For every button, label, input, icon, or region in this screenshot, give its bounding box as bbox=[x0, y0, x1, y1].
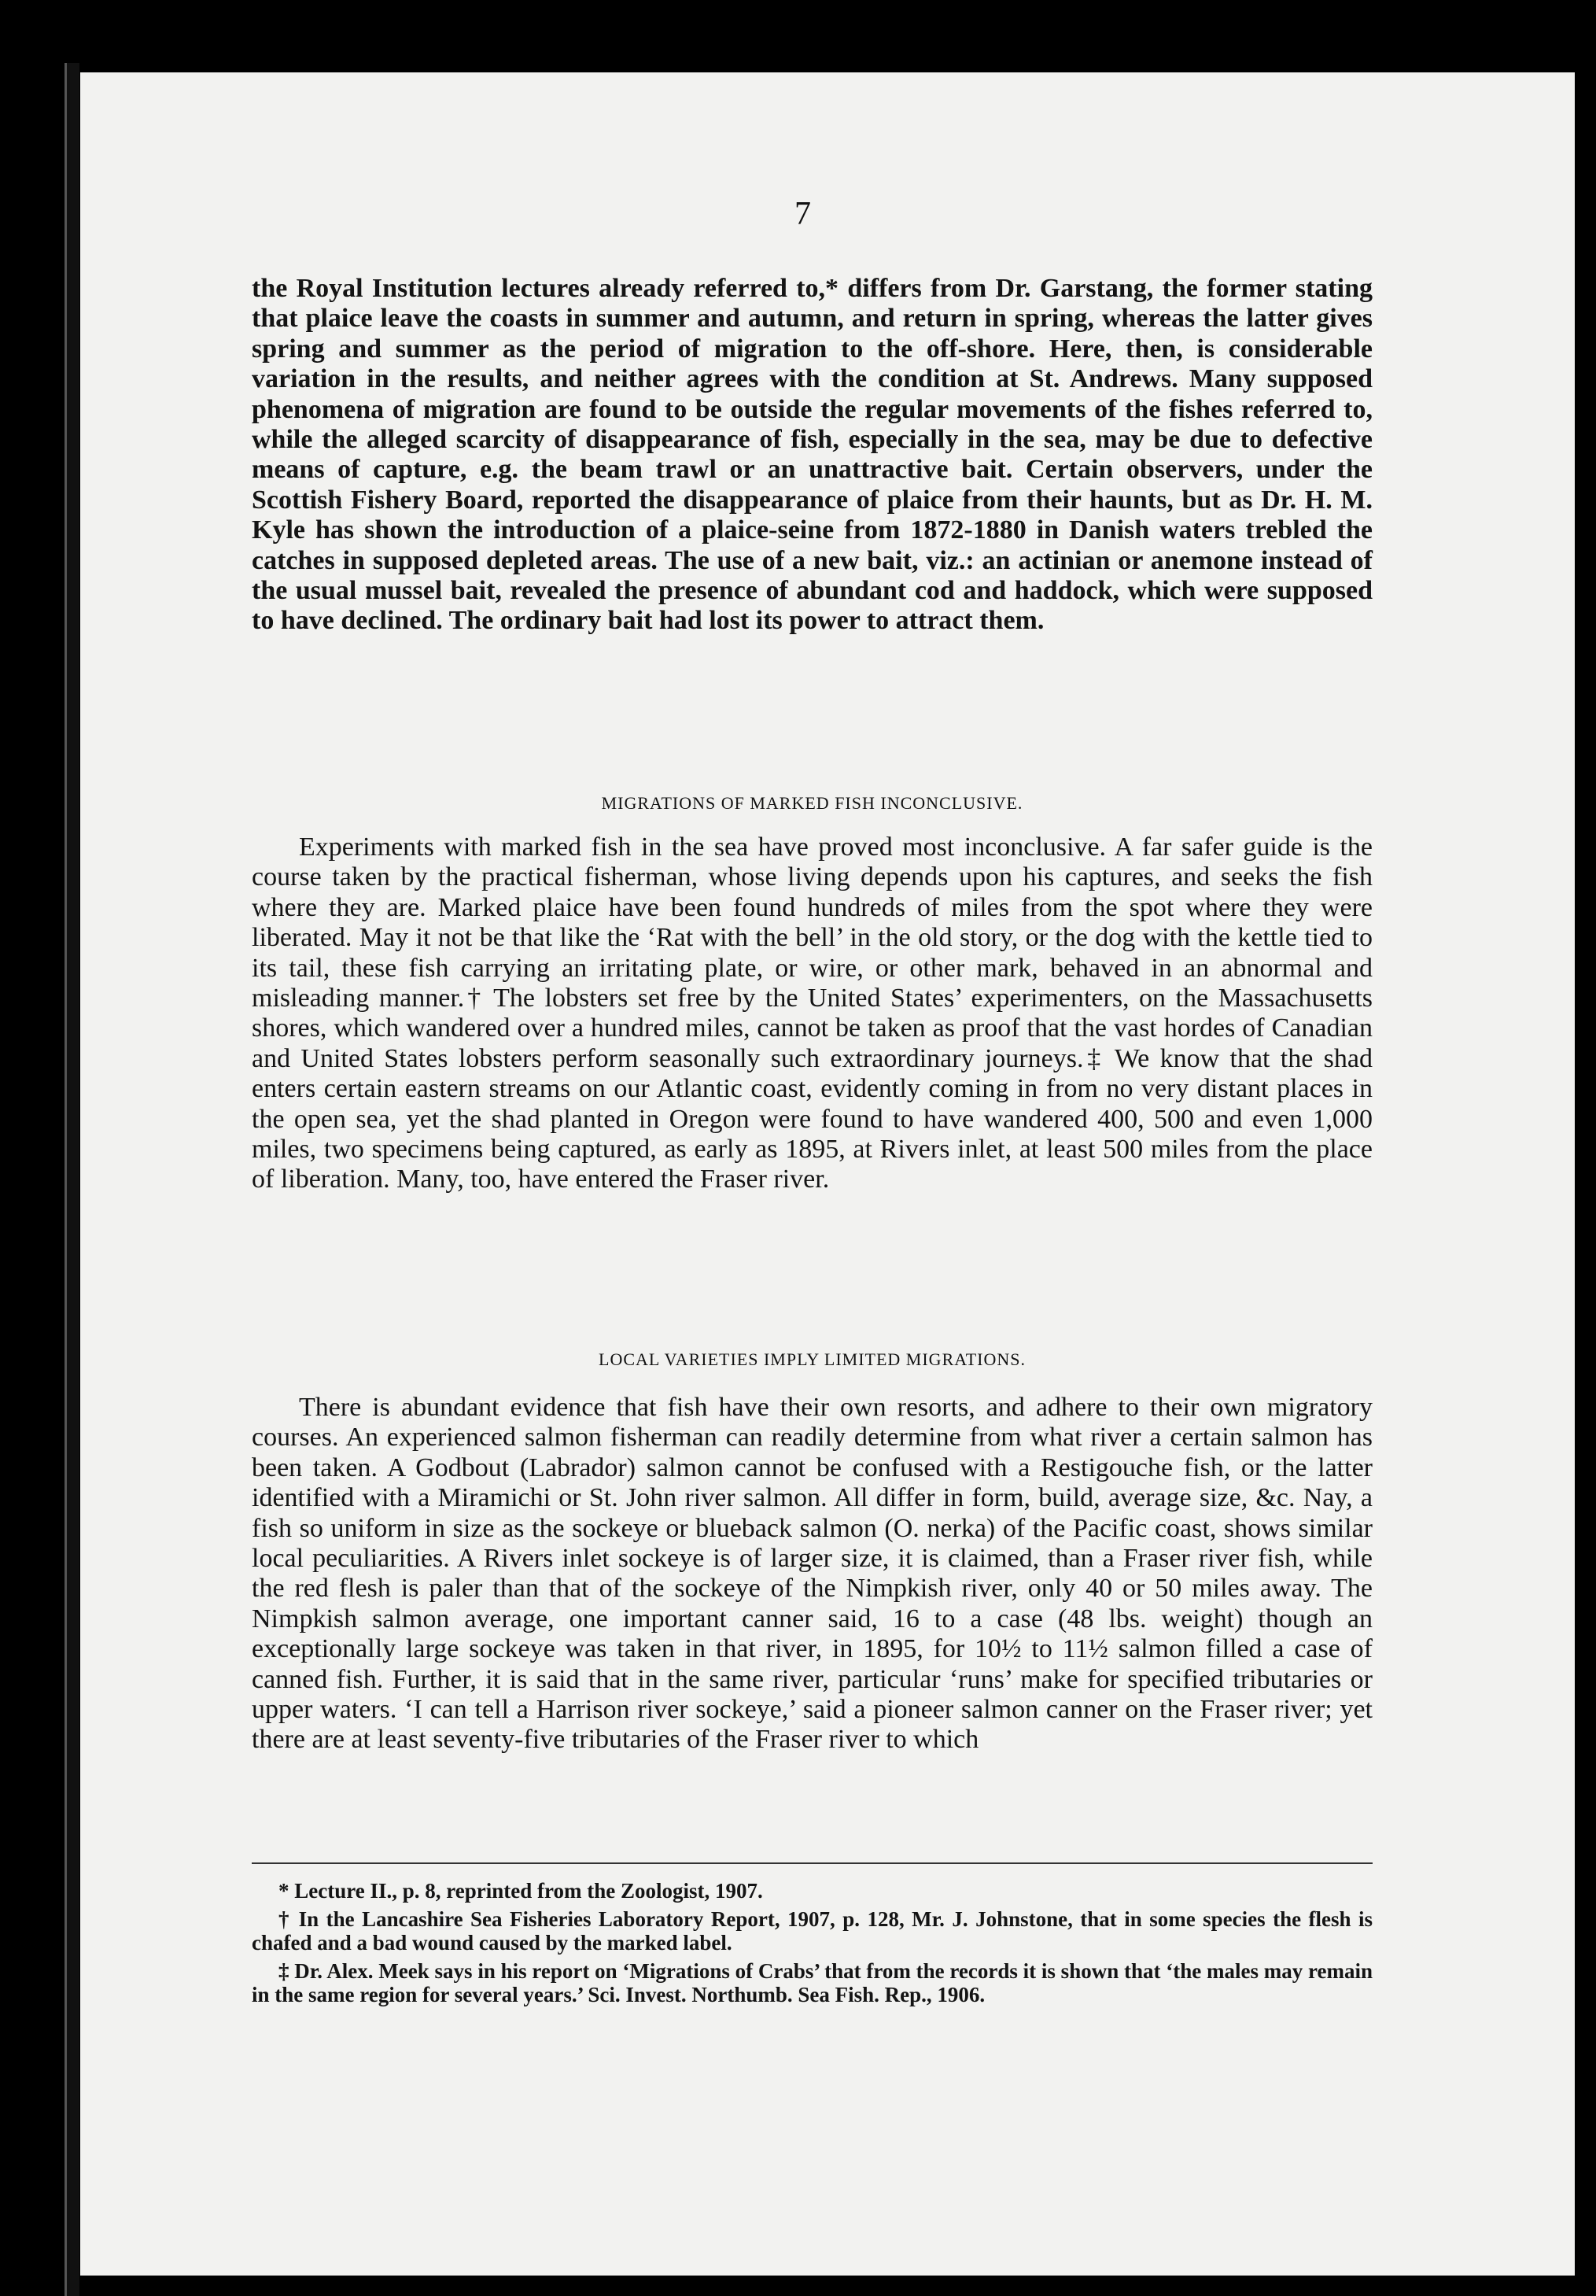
page-number: 7 bbox=[794, 196, 811, 232]
paragraph-3 bbox=[252, 1393, 1373, 1755]
section-heading-marked-fish: MIGRATIONS OF MARKED FISH INCONCLUSIVE. bbox=[601, 793, 1023, 813]
section-heading-local-varieties: LOCAL VARIETIES IMPLY LIMITED MIGRATIONS. bbox=[599, 1349, 1026, 1369]
paragraph-2 bbox=[252, 832, 1373, 1195]
paragraph-3-text: There is abundant evidence that fish have their own resorts, and adhere to their own migratory courses. An experienced salmon fisherman can readily determine from what river a certain salmon has been taken. A Godbout (Labrador) salmon cannot be confused with a Restigouche fish, or the latter identified with a Miramichi or St. John river salmon. All differ in form, build, average size, &c. Nay, a fish so uniform in size as the sockeye or blueback salmon (O. nerka) of the Pacific coast, shows similar local peculiarities. A Rivers inlet sockeye is of larger size, it is claimed, than a Fraser river fish, while the red flesh is paler than that of the sockeye of the Nimpkish river, only 40 or 50 miles away. The Nimpkish salmon average, one important canner said, 16 to a case (48 lbs. weight) though an exceptionally large sockeye was taken in that river, in 1895, for 10½ to 11½ salmon filled a case of canned fish. Further, it is said that in the same river, particular ‘runs’ make for specified tributaries or upper waters. ‘I can tell a Harrison river sockeye,’ said a pioneer salmon canner on the Fraser river; yet there are at least seventy-five tributaries of the Fraser river to which bbox=[252, 1393, 1373, 1755]
footnote-1: * Lecture II., p. 8, reprinted from the Zoologist, 1907. bbox=[278, 1879, 763, 1903]
paragraph-2-text: Experiments with marked fish in the sea have proved most inconclusive. A far safer guide is the course taken by the practical fisherman, whose living depends upon his captures, and seeks the fish where they are. Marked plaice have been found hundreds of miles from the spot where they were liberated. May it not be that like the ‘Rat with the bell’ in the old story, or the dog with the kettle tied to its tail, these fish carrying an irritating plate, or wire, or other mark, behaved in an abnormal and misleading manner.† The lobsters set free by the United States’ experimenters, on the Massachusetts shores, which wandered over a hundred miles, cannot be taken as proof that the vast hordes of Canadian and United States lobsters perform seasonally such extraordinary journeys.‡ We know that the shad enters certain eastern streams on our Atlantic coast, evidently coming in from no very distant places in the open sea, yet the shad planted in Oregon were found to have wandered 400, 500 and even 1,000 miles, two specimens being captured, as early as 1895, at Rivers inlet, at least 500 miles from the place of liberation. Many, too, have entered the Fraser river. bbox=[252, 832, 1373, 1194]
paragraph-1 bbox=[252, 274, 1373, 637]
paragraph-1-text: the Royal Institution lectures already referred to,* differs from Dr. Garstang, the former stating that plaice leave the coasts in summer and autumn, and return in spring, whereas the latter gives spring and summer as the period of migration to the off-shore. Here, then, is considerable variation in the results, and neither agrees with the condition at St. Andrews. Many supposed phenomena of migration are found to be outside the regular movements of the fishes referred to, while the alleged scarcity of disappearance of fish, especially in the sea, may be due to defective means of capture, e.g. the beam trawl or an unattractive bait. Certain observers, under the Scottish Fishery Board, reported the disappearance of plaice from their haunts, but as Dr. H. M. Kyle has shown the introduction of a plaice-seine from 1872-1880 in Danish waters trebled the catches in supposed depleted areas. The use of a new bait, viz.: an actinian or anemone instead of the usual mussel bait, revealed the presence of abundant cod and haddock, which were supposed to have declined. The ordinary bait had lost its power to attract them. bbox=[252, 274, 1373, 636]
footnote-2: † In the Lancashire Sea Fisheries Laboratory Report, 1907, p. 128, Mr. J. Johnstone, that in some species the flesh is chafed and a bad wound caused by the marked label. bbox=[252, 1907, 1373, 1955]
book-spine-edge bbox=[65, 63, 79, 2296]
footnotes bbox=[252, 1879, 1373, 2011]
footnote-divider bbox=[252, 1862, 1373, 1864]
footnote-3: ‡ Dr. Alex. Meek says in his report on ‘Migrations of Crabs’ that from the records it is shown that ‘the males may remain in the same region for several years.’ Sci. Invest. Northumb. Sea Fish. Rep., 1906. bbox=[252, 1959, 1373, 2006]
